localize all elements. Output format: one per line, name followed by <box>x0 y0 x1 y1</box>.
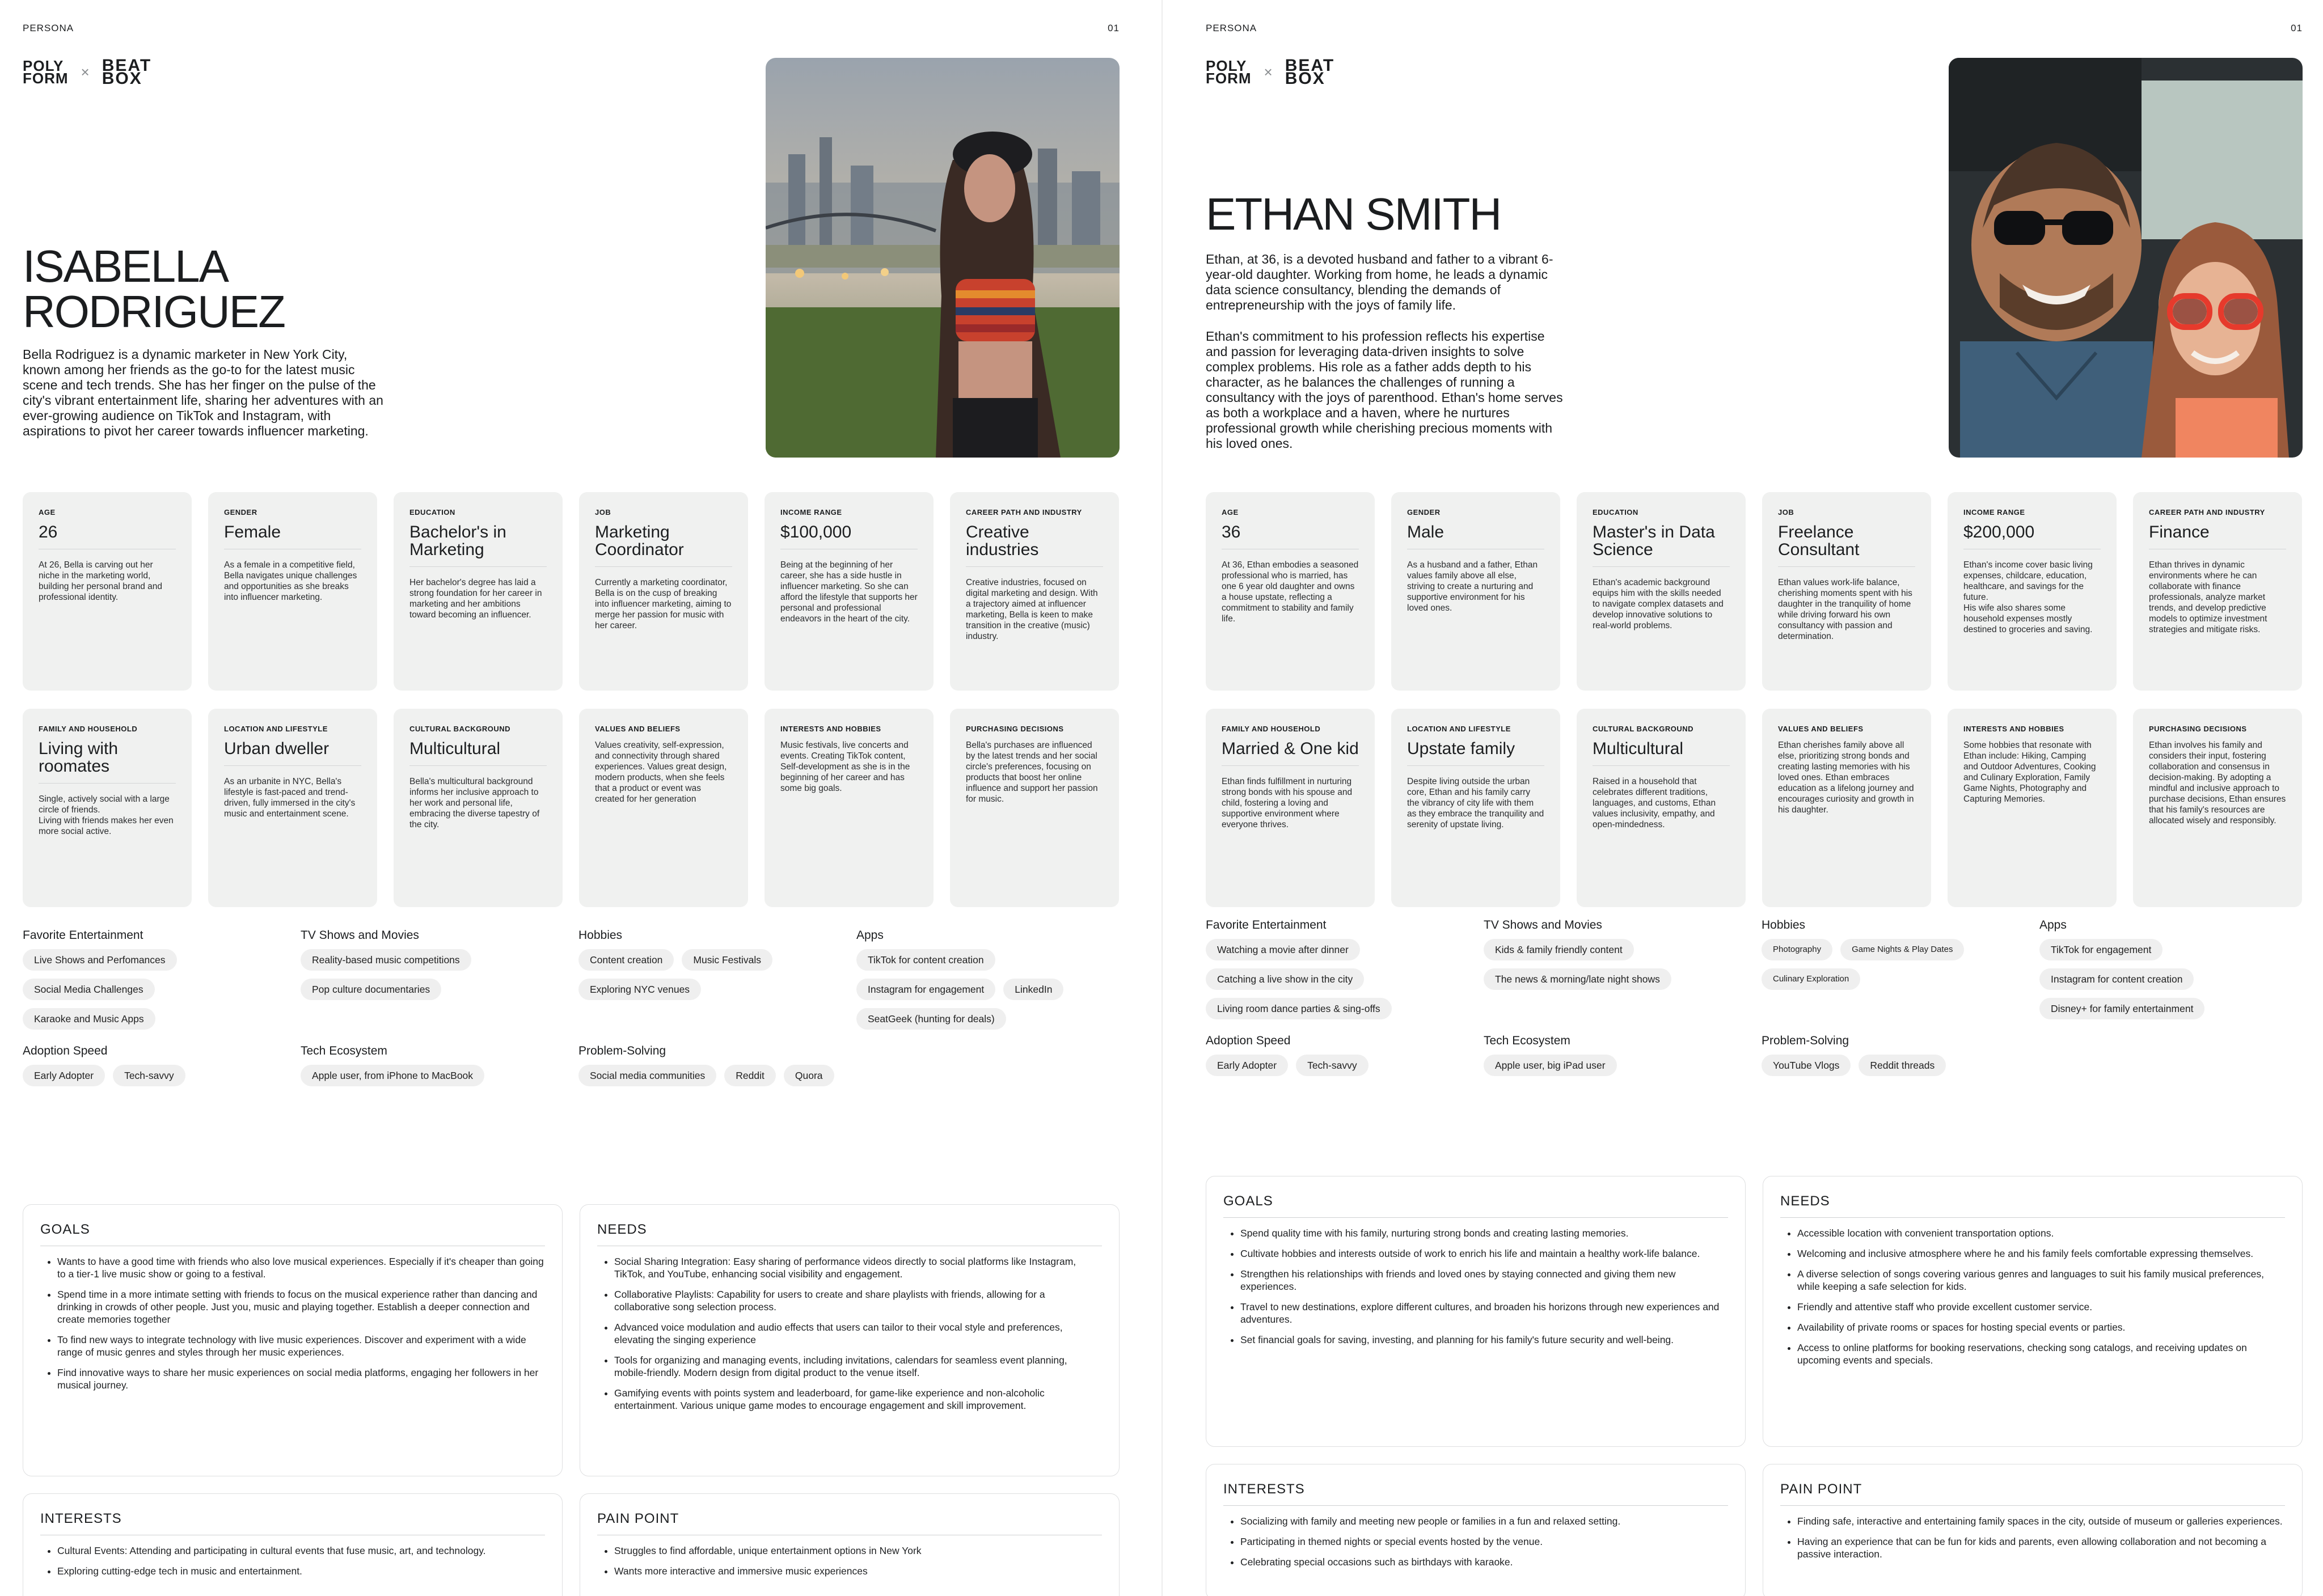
pref-apps <box>856 929 1134 1030</box>
tag-chip: Photography <box>1762 939 1832 960</box>
box-list <box>597 1255 1102 1412</box>
card-description: Being at the beginning of her career, she has a side hustle in influencer marketing. So she can afford the lifestyle that supports her personal and professional endeavors in the heart of the city. <box>780 560 918 624</box>
list-item: • Celebrating special occasions such as birthdays with karaoke. <box>1240 1556 1728 1568</box>
tag-chip: Living room dance parties & sing-offs <box>1206 998 1392 1019</box>
card-label: INCOME RANGE <box>780 508 842 517</box>
pref-tech-ecosystem <box>1484 1034 1762 1076</box>
list-item: • Tools for organizing and managing events, including invitations, calendars for seamless event planning, mobile-friendly. Modern design from digital product to the venue itself. <box>614 1354 1102 1379</box>
preferences <box>23 929 1120 1086</box>
polyform-logo: POLY FORM <box>23 57 69 87</box>
needs-box <box>1763 1176 2303 1447</box>
bio-paragraph: Ethan's commitment to his profession reflects his expertise and passion for leveraging data-driven insights to solve complex problems. His role as a father adds depth to his character, as he balances the challenges of running a consultancy with the joys of parenthood. Ethan's home serves as both a workplace and a haven, where he nurtures professional growth while cherishing precious moments with his loved ones. <box>1206 329 1563 451</box>
card-value: Male <box>1407 523 1544 549</box>
card-label: LOCATION AND LIFESTYLE <box>224 725 328 733</box>
card-interests <box>1948 709 2117 907</box>
tag-chip: Live Shows and Perfomances <box>23 949 177 971</box>
chip-list <box>23 949 284 1030</box>
tag-chip: Quora <box>784 1065 834 1086</box>
pref-problem-solving <box>578 1044 856 1086</box>
box-list <box>1780 1515 2285 1560</box>
list-item: • Access to online platforms for booking reservations, checking song catalogs, and receiving updates on upcoming events and specials. <box>1797 1341 2285 1366</box>
pref-title: Problem-Solving <box>578 1044 666 1057</box>
persona-name: ETHAN SMITH <box>1206 189 1501 239</box>
persona-name: ISABELLA RODRIGUEZ <box>23 241 285 337</box>
tag-chip: Content creation <box>578 949 674 971</box>
list-item: • Cultivate hobbies and interests outside of work to enrich his life and maintain a healthy work-life balance. <box>1240 1247 1728 1260</box>
card-value: Master's in Data Science <box>1593 523 1730 567</box>
card-value: Upstate family <box>1407 740 1544 766</box>
tag-chip: Apple user, big iPad user <box>1484 1055 1617 1076</box>
tag-chip: Culinary Exploration <box>1762 968 1860 990</box>
card-description: Music festivals, live concerts and events. Creating TikTok content, Self-development as she is in the beginning of her career and has some big goals. <box>780 740 910 793</box>
tag-chip: Music Festivals <box>682 949 772 971</box>
box-list <box>1223 1227 1728 1346</box>
interests-box <box>23 1493 563 1596</box>
section-label: PERSONA <box>1206 23 1257 33</box>
attribute-cards <box>23 492 1120 907</box>
tag-chip: Tech-savvy <box>113 1065 185 1086</box>
tag-chip: Karaoke and Music Apps <box>23 1008 155 1030</box>
card-value: $200,000 <box>1963 523 2101 549</box>
card-label: AGE <box>39 508 56 517</box>
box-title: NEEDS <box>597 1222 1102 1246</box>
pref-title: Favorite Entertainment <box>1206 918 1327 932</box>
card-label: GENDER <box>224 508 257 517</box>
card-location <box>1391 709 1560 907</box>
pref-title: Adoption Speed <box>1206 1034 1291 1047</box>
persona-boxes <box>1206 1176 2303 1596</box>
pain-point-box <box>1763 1464 2303 1596</box>
card-description: Bella's purchases are influenced by the latest trends and her social circle's preferences, focusing on products that boost her online influence and support her passion for music. <box>966 740 1098 804</box>
card-value: 26 <box>39 523 176 549</box>
card-description: Her bachelor's degree has laid a strong foundation for her career in marketing and her ambitions toward becoming an influencer. <box>409 578 542 620</box>
persona-page-ethan <box>1162 0 2323 1596</box>
tag-chip: Reddit threads <box>1859 1055 1946 1076</box>
card-family <box>1206 709 1375 907</box>
chip-list <box>1206 1055 1467 1076</box>
card-description: Ethan thrives in dynamic environments where he can collaborate with finance professionals, analyze market trends, and develop predictive models to optimize investment strategies and mitigate risks. <box>2149 560 2267 634</box>
tag-chip: SeatGeek (hunting for deals) <box>856 1008 1006 1030</box>
card-description: Single, actively social with a large circle of friends. Living with friends makes her even more social active. <box>39 794 174 836</box>
pref-title: Tech Ecosystem <box>1484 1034 1570 1047</box>
chip-list <box>301 949 561 1000</box>
list-item: • Welcoming and inclusive atmosphere where he and his family feels comfortable expressing themselves. <box>1797 1247 2285 1260</box>
list-item: • Availability of private rooms or spaces for hosting special events or parties. <box>1797 1321 2285 1333</box>
card-label: LOCATION AND LIFESTYLE <box>1407 725 1511 733</box>
tag-chip: Social Media Challenges <box>23 979 155 1000</box>
box-list <box>1780 1227 2285 1366</box>
bio-paragraph: Bella Rodriguez is a dynamic marketer in New York City, known among her friends as the go-to for the latest music scene and tech trends. She has her finger on the pulse of the city's vibrant entertainment life, sharing her adventures with an ever-growing audience on TikTok and Instagram, with aspirations to pivot her career towards influencer marketing. <box>23 347 383 438</box>
card-value: Finance <box>2149 523 2286 549</box>
card-gender <box>208 492 377 691</box>
card-label: FAMILY AND HOUSEHOLD <box>39 725 138 733</box>
card-label: JOB <box>595 508 611 517</box>
list-item: • Participating in themed nights or special events hosted by the venue. <box>1240 1535 1728 1548</box>
card-income <box>765 492 934 691</box>
card-purchasing <box>2133 709 2302 907</box>
list-item: • Find innovative ways to share her music experiences on social media platforms, engaging her followers in her musical journey. <box>57 1366 545 1391</box>
chip-list <box>578 1065 839 1086</box>
box-list <box>597 1544 1102 1577</box>
persona-bio <box>1206 252 1569 467</box>
card-career <box>950 492 1119 691</box>
tag-chip: Early Adopter <box>1206 1055 1288 1076</box>
list-item: • Strengthen his relationships with friends and loved ones by staying connected and giving them new experiences. <box>1240 1268 1728 1293</box>
pref-title: Apps <box>2039 918 2067 932</box>
box-title: GOALS <box>40 1222 545 1246</box>
card-label: GENDER <box>1407 508 1441 517</box>
pref-title: TV Shows and Movies <box>1484 918 1602 932</box>
chip-list <box>301 1065 561 1086</box>
list-item: • Struggles to find affordable, unique entertainment options in New York <box>614 1544 1102 1557</box>
interests-box <box>1206 1464 1746 1596</box>
card-education <box>394 492 563 691</box>
card-description: Some hobbies that resonate with Ethan include: Hiking, Camping and Outdoor Adventures, Cooking and Culinary Exploration, Family Game Nights, Photography and Capturing Memories. <box>1963 740 2096 804</box>
card-description: Despite living outside the urban core, Ethan and his family carry the vibrancy of city life with them as they embrace the tranquility and serenity of upstate living. <box>1407 777 1544 829</box>
tag-chip: The news & morning/late night shows <box>1484 968 1671 990</box>
beatbox-logo: BEAT BOX <box>1285 56 1335 88</box>
pref-tech-ecosystem <box>301 1044 578 1086</box>
card-description: Ethan cherishes family above all else, prioritizing strong bonds and creating lasting memories with his loved ones. Ethan embraces education as a lifelong journey and encourages curiosity and growth in his daughter. <box>1778 740 1914 815</box>
card-label: JOB <box>1778 508 1794 517</box>
pref-adoption-speed <box>1206 1034 1484 1076</box>
chip-list <box>1484 1055 1745 1076</box>
card-description: Ethan finds fulfillment in nurturing strong bonds with his spouse and child, fostering a loving and supportive environment where everyone thrives. <box>1222 777 1353 829</box>
card-label: INTERESTS AND HOBBIES <box>780 725 881 733</box>
list-item: • Having an experience that can be fun for kids and parents, even allowing collaboration and not becoming a passive interaction. <box>1797 1535 2285 1560</box>
tag-chip: TikTok for engagement <box>2039 939 2162 960</box>
chip-list <box>1484 939 1745 990</box>
page-number: 01 <box>2291 23 2303 33</box>
tag-chip: Watching a movie after dinner <box>1206 939 1360 960</box>
chip-list <box>578 949 839 1000</box>
pref-favorite-entertainment <box>23 929 301 1030</box>
tag-chip: Instagram for engagement <box>856 979 995 1000</box>
list-item: • A diverse selection of songs covering various genres and languages to suit his family musical preferences, while keeping a safe selection for kids. <box>1797 1268 2285 1293</box>
tag-chip: Disney+ for family entertainment <box>2039 998 2204 1019</box>
pref-adoption-speed <box>23 1044 301 1086</box>
card-value: Married & One kid <box>1222 740 1359 766</box>
collab-x: × <box>1264 63 1273 81</box>
card-description: At 26, Bella is carving out her niche in the marketing world, building her personal brand and professional identity. <box>39 560 163 602</box>
card-label: PURCHASING DECISIONS <box>966 725 1064 733</box>
list-item: • Socializing with family and meeting new people or families in a fun and relaxed setting. <box>1240 1515 1728 1527</box>
list-item: • Friendly and attentive staff who provide excellent customer service. <box>1797 1301 2285 1313</box>
card-value: Marketing Coordinator <box>595 523 732 567</box>
card-location <box>208 709 377 907</box>
tag-chip: LinkedIn <box>1003 979 1063 1000</box>
pref-title: Problem-Solving <box>1762 1034 1849 1047</box>
card-income <box>1948 492 2117 691</box>
pref-title: Adoption Speed <box>23 1044 108 1057</box>
box-list <box>40 1255 545 1391</box>
card-description: Creative industries, focused on digital marketing and design. With a trajectory aimed at influencer marketing, Bella is keen to make transition in the creative (music) industry. <box>966 578 1098 641</box>
card-description: Ethan's income cover basic living expenses, childcare, education, healthcare, and savings for the future. His wife also shares some household expenses mostly destined to groceries and saving. <box>1963 560 2093 634</box>
card-label: FAMILY AND HOUSEHOLD <box>1222 725 1321 733</box>
card-career <box>2133 492 2302 691</box>
pref-hobbies <box>578 929 856 1030</box>
list-item: • Collaborative Playlists: Capability for users to create and share playlists with friends, allowing for a collaborative song selection process. <box>614 1288 1102 1313</box>
pref-tv-shows <box>301 929 578 1030</box>
card-label: INTERESTS AND HOBBIES <box>1963 725 2064 733</box>
list-item: • Cultural Events: Attending and participating in cultural events that fuse music, art, and technology. <box>57 1544 545 1557</box>
tag-chip: Social media communities <box>578 1065 716 1086</box>
card-value: Female <box>224 523 361 549</box>
tag-chip: Pop culture documentaries <box>301 979 441 1000</box>
box-title: NEEDS <box>1780 1193 2285 1218</box>
persona-photo <box>1949 58 2303 458</box>
page-header <box>1206 23 2303 36</box>
needs-box <box>580 1204 1120 1476</box>
pref-title: Hobbies <box>578 929 623 942</box>
card-label: EDUCATION <box>409 508 455 517</box>
list-item: • Set financial goals for saving, investing, and planning for his family's future security and well-being. <box>1240 1333 1728 1346</box>
list-item: • Advanced voice modulation and audio effects that users can tailor to their vocal style and preferences, elevating the singing experience <box>614 1321 1102 1346</box>
collab-x: × <box>81 63 90 81</box>
chip-list <box>1762 939 2022 990</box>
persona-photo <box>766 58 1120 458</box>
card-value: Multicultural <box>409 740 547 766</box>
card-label: AGE <box>1222 508 1239 517</box>
pref-title: Hobbies <box>1762 918 1806 932</box>
list-item: • Gamifying events with points system and leaderboard, for game-like experience and non-alcoholic entertainment. Various unique game modes to encourage engagement and skill improvement. <box>614 1387 1102 1412</box>
card-value: Living with roomates <box>39 740 176 784</box>
tag-chip: Kids & family friendly content <box>1484 939 1634 960</box>
bio-paragraph: Ethan, at 36, is a devoted husband and father to a vibrant 6-year-old daughter. Working from home, he leads a dynamic data science consultancy, blending the demands of entrepreneurship with the joys of family life. <box>1206 252 1553 312</box>
attribute-cards <box>1206 492 2303 907</box>
list-item: • Accessible location with convenient transportation options. <box>1797 1227 2285 1239</box>
tag-chip: Instagram for content creation <box>2039 968 2194 990</box>
box-title: GOALS <box>1223 1193 1728 1218</box>
tag-chip: Tech-savvy <box>1296 1055 1369 1076</box>
card-value: 36 <box>1222 523 1359 549</box>
card-purchasing <box>950 709 1119 907</box>
pref-apps <box>2039 918 2317 1019</box>
card-label: CULTURAL BACKGROUND <box>409 725 511 733</box>
card-value: Bachelor's in Marketing <box>409 523 547 567</box>
box-title: PAIN POINT <box>597 1511 1102 1535</box>
list-item: • Wants more interactive and immersive music experiences <box>614 1565 1102 1577</box>
pref-tv-shows <box>1484 918 1762 1019</box>
box-list <box>40 1544 545 1577</box>
tag-chip: Reality-based music competitions <box>301 949 471 971</box>
preferences <box>1206 918 2303 1076</box>
chip-list <box>856 949 1117 1030</box>
persona-bio <box>23 347 386 455</box>
list-item: • Exploring cutting-edge tech in music and entertainment. <box>57 1565 545 1577</box>
tag-chip: Apple user, from iPhone to MacBook <box>301 1065 484 1086</box>
pref-title: Favorite Entertainment <box>23 929 143 942</box>
card-description: Values creativity, self-expression, and connectivity through shared experiences. Values great design, modern products, when she feels that a product or event was created for her generation <box>595 740 727 804</box>
pref-title: TV Shows and Movies <box>301 929 419 942</box>
card-value: Multicultural <box>1593 740 1730 766</box>
card-cultural <box>394 709 563 907</box>
chip-list <box>23 1065 284 1086</box>
chip-list <box>1206 939 1467 1019</box>
card-gender <box>1391 492 1560 691</box>
card-education <box>1577 492 1746 691</box>
card-description: Ethan values work-life balance, cherishing moments spent with his daughter in the tranquility of home while driving forward his own consultancy with passion and determination. <box>1778 578 1912 641</box>
card-description: Ethan's academic background equips him with the skills needed to navigate complex datasets and develop innovative solutions to real-world problems. <box>1593 578 1724 630</box>
card-label: INCOME RANGE <box>1963 508 2025 517</box>
card-label: VALUES AND BELIEFS <box>595 725 681 733</box>
card-job <box>579 492 748 691</box>
card-job <box>1762 492 1931 691</box>
card-description: As a husband and a father, Ethan values family above all else, striving to create a nurturing and supportive environment for his loved ones. <box>1407 560 1538 613</box>
tag-chip: TikTok for content creation <box>856 949 995 971</box>
list-item: • Spend quality time with his family, nurturing strong bonds and creating lasting memories. <box>1240 1227 1728 1239</box>
tag-chip: Game Nights & Play Dates <box>1840 939 1964 960</box>
brand-logo <box>1206 56 1335 88</box>
card-description: As a female in a competitive field, Bella navigates unique challenges and opportunities as she breaks into influencer marketing. <box>224 560 357 602</box>
pref-favorite-entertainment <box>1206 918 1484 1019</box>
chip-list <box>1762 1055 2022 1076</box>
section-label: PERSONA <box>23 23 74 33</box>
polyform-logo: POLY FORM <box>1206 57 1252 87</box>
pref-title: Tech Ecosystem <box>301 1044 387 1057</box>
card-values <box>579 709 748 907</box>
page-number: 01 <box>1108 23 1120 33</box>
tag-chip: Early Adopter <box>23 1065 105 1086</box>
beatbox-logo: BEAT BOX <box>102 56 152 88</box>
pref-problem-solving <box>1762 1034 2039 1076</box>
card-label: CAREER PATH AND INDUSTRY <box>2149 508 2265 517</box>
card-description: Ethan involves his family and considers their input, fostering collaboration and consensus in decision-making. By adopting a mindful and inclusive approach to purchase decisions, Ethan ensures that his family's resources are allocated wisely and responsibly. <box>2149 740 2286 825</box>
tag-chip: Exploring NYC venues <box>578 979 701 1000</box>
list-item: • Finding safe, interactive and entertaining family spaces in the city, outside of museum or galleries experiences. <box>1797 1515 2285 1527</box>
card-value: Freelance Consultant <box>1778 523 1915 567</box>
goals-box <box>1206 1176 1746 1447</box>
card-description: As an urbanite in NYC, Bella's lifestyle is fast-paced and trend-driven, fully immersed in the city's music and entertainment scene. <box>224 777 356 819</box>
card-age <box>1206 492 1375 691</box>
box-title: INTERESTS <box>1223 1481 1728 1506</box>
chip-list <box>2039 939 2300 1019</box>
goals-box <box>23 1204 563 1476</box>
pref-hobbies <box>1762 918 2039 1019</box>
card-description: Raised in a household that celebrates different traditions, languages, and customs, Ethan values inclusivity, empathy, and open-mindedness. <box>1593 777 1716 829</box>
card-age <box>23 492 192 691</box>
persona-boxes <box>23 1204 1120 1596</box>
card-value: Creative industries <box>966 523 1103 567</box>
card-label: PURCHASING DECISIONS <box>2149 725 2247 733</box>
list-item: • Travel to new destinations, explore different cultures, and broaden his horizons through new experiences and adventures. <box>1240 1301 1728 1326</box>
box-title: INTERESTS <box>40 1511 545 1535</box>
tag-chip: Reddit <box>724 1065 776 1086</box>
list-item: • Wants to have a good time with friends who also love musical experiences. Especially if it's cheaper than going to a tier-1 live music show or going to a festival. <box>57 1255 545 1280</box>
list-item: • Spend time in a more intimate setting with friends to focus on the musical experience rather than dancing and drinking in crowds of other people. Just you, music and playing together. Establish a deeper connection and create memories together <box>57 1288 545 1326</box>
card-label: CAREER PATH AND INDUSTRY <box>966 508 1082 517</box>
card-values <box>1762 709 1931 907</box>
card-label: VALUES AND BELIEFS <box>1778 725 1864 733</box>
box-title: PAIN POINT <box>1780 1481 2285 1506</box>
box-list <box>1223 1515 1728 1568</box>
card-label: CULTURAL BACKGROUND <box>1593 725 1694 733</box>
card-cultural <box>1577 709 1746 907</box>
card-description: At 36, Ethan embodies a seasoned professional who is married, has one 6 year old daughter and owns a house upstate, reflecting a commitment to stability and family life. <box>1222 560 1359 624</box>
card-value: $100,000 <box>780 523 918 549</box>
card-family <box>23 709 192 907</box>
pain-point-box <box>580 1493 1120 1596</box>
card-label: EDUCATION <box>1593 508 1638 517</box>
card-value: Urban dweller <box>224 740 361 766</box>
card-description: Bella's multicultural background informs her inclusive approach to her work and personal life, embracing the diverse tapestry of the city. <box>409 777 540 829</box>
tag-chip: Catching a live show in the city <box>1206 968 1364 990</box>
list-item: • Social Sharing Integration: Easy sharing of performance videos directly to social platforms like Instagram, TikTok, and YouTube, enhancing social visibility and engagement. <box>614 1255 1102 1280</box>
list-item: • To find new ways to integrate technology with live music experiences. Discover and experiment with a wide range of music genres and styles through her music experiences. <box>57 1333 545 1358</box>
brand-logo <box>23 56 152 88</box>
card-description: Currently a marketing coordinator, Bella is on the cusp of breaking into influencer marketing, aiming to merge her passion for music with her career. <box>595 578 732 630</box>
page-header <box>23 23 1120 36</box>
pref-title: Apps <box>856 929 884 942</box>
card-interests <box>765 709 934 907</box>
tag-chip: YouTube Vlogs <box>1762 1055 1851 1076</box>
